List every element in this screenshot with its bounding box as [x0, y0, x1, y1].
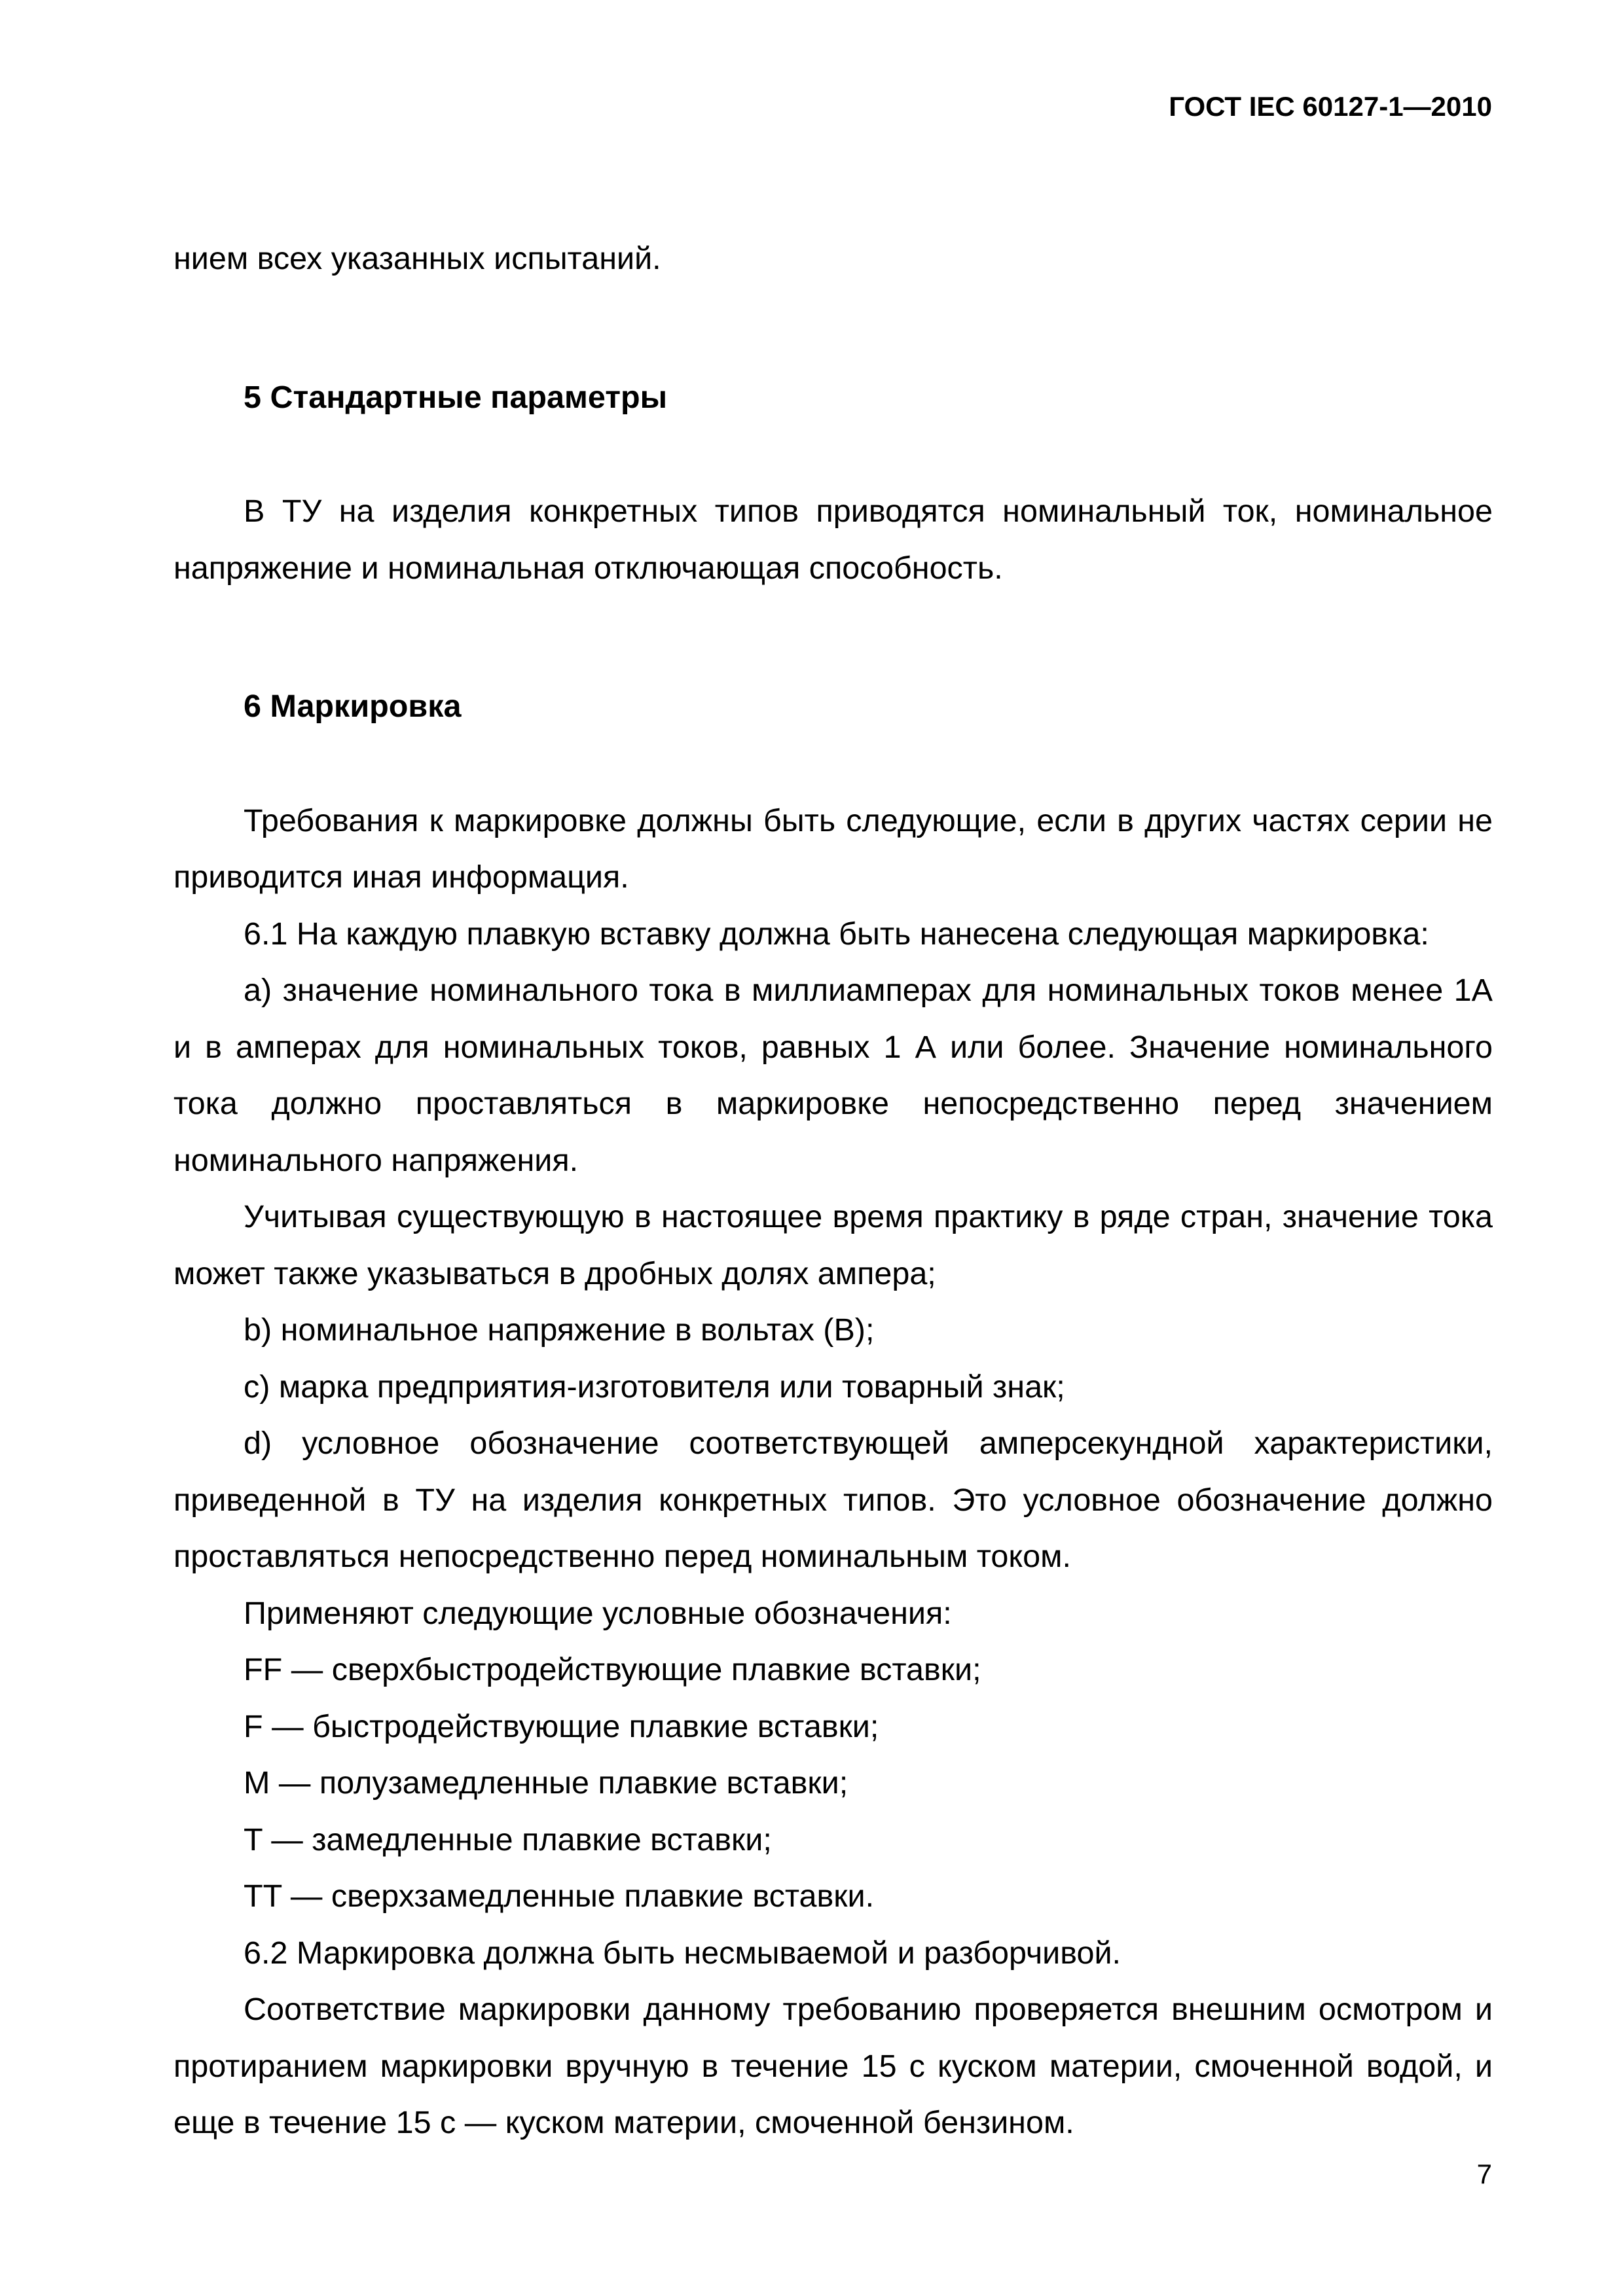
- clause-6-1: 6.1 На каждую плавкую вставку должна быть нанесена следующая маркировка:: [244, 916, 1429, 952]
- clause-6-2-check: Соответствие маркировки данному требованию проверяется внешним осмотром и протиранием маркировки вручную в течение 15 с куском материи, смоченной водой, и еще в течение 15 с — куском материи, смоченной бензином.: [173, 1992, 1493, 2140]
- designation-ff: FF — сверхбыстродействующие плавкие вставки;: [244, 1652, 981, 1687]
- section-6-heading: 6 Маркировка: [244, 689, 462, 724]
- page-body: [173, 230, 1493, 2151]
- section-5-paragraph: В ТУ на изделия конкретных типов приводятся номинальный ток, номинальное напряжение и номинальная отключающая способность.: [173, 493, 1493, 586]
- designation-tt: TT — сверхзамедленные плавкие вставки.: [244, 1878, 875, 1914]
- document-code-header: ГОСТ IEC 60127-1—2010: [1169, 91, 1492, 122]
- section-5-heading: 5 Стандартные параметры: [244, 379, 668, 415]
- section-6-intro: Требования к маркировке должны быть следующие, если в других частях серии не приводится иная информация.: [173, 802, 1493, 895]
- item-b: b) номинальное напряжение в вольтах (В);: [244, 1312, 875, 1348]
- designation-m: M — полузамедленные плавкие вставки;: [244, 1765, 848, 1801]
- item-d: d) условное обозначение соответствующей амперсекундной характеристики, приведенной в ТУ на изделия конкретных типов. Это условное обозначение должно проставляться непосредственно перед номинальным током.: [173, 1426, 1493, 1574]
- clause-6-2: 6.2 Маркировка должна быть несмываемой и разборчивой.: [244, 1935, 1122, 1971]
- item-c: c) марка предприятия-изготовителя или товарный знак;: [244, 1369, 1065, 1405]
- item-a: a) значение номинального тока в миллиамперах для номинальных токов менее 1А и в амперах для номинальных токов, равных 1 А или более. Значение номинального тока должно проставляться в маркировке непосредственно перед значением номинального напряжения.: [173, 973, 1493, 1178]
- page-number: 7: [1476, 2159, 1492, 2189]
- designations-intro: Применяют следующие условные обозначения:: [244, 1595, 952, 1631]
- designation-f: F — быстродействующие плавкие вставки;: [244, 1708, 879, 1744]
- designation-t: T — замедленные плавкие вставки;: [244, 1821, 772, 1857]
- continuation-text: нием всех указанных испытаний.: [173, 241, 661, 276]
- item-a-note: Учитывая существующую в настоящее время практику в ряде стран, значение тока может также указываться в дробных долях ампера;: [173, 1199, 1493, 1291]
